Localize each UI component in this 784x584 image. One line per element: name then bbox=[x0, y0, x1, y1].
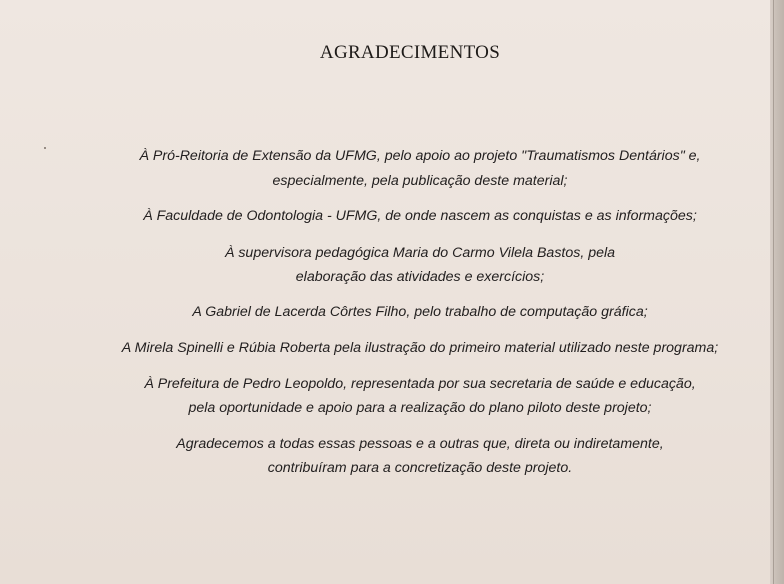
paragraph-line: A Gabriel de Lacerda Côrtes Filho, pelo trabalho de computação gráfica; bbox=[192, 304, 648, 320]
paragraph-line: contribuíram para a concretização deste projeto. bbox=[267, 460, 573, 476]
paragraph-line: Agradecemos a todas essas pessoas e a outras que, direta ou indiretamente, bbox=[176, 436, 664, 452]
paragraph-line: especialmente, pela publicação deste material; bbox=[272, 173, 568, 189]
paragraph-line: À Faculdade de Odontologia - UFMG, de onde nascem as conquistas e as informações; bbox=[143, 208, 697, 224]
paragraph-line: elaboração das atividades e exercícios; bbox=[295, 269, 545, 285]
paragraph-line: pela oportunidade e apoio para a realização do plano piloto deste projeto; bbox=[188, 400, 652, 416]
page-edge-line bbox=[773, 0, 774, 584]
paragraph-line: À Pró-Reitoria de Extensão da UFMG, pelo apoio ao projeto "Traumatismos Dentários" e, bbox=[139, 148, 701, 164]
paragraph-line: À supervisora pedagógica Maria do Carmo Vilela Bastos, pela bbox=[224, 245, 616, 261]
page-title: AGRADECIMENTOS bbox=[319, 42, 501, 63]
paragraph-line: A Mirela Spinelli e Rúbia Roberta pela ilustração do primeiro material utilizado neste programa; bbox=[121, 340, 719, 356]
paragraph-line: À Prefeitura de Pedro Leopoldo, representada por sua secretaria de saúde e educação, bbox=[144, 376, 696, 392]
